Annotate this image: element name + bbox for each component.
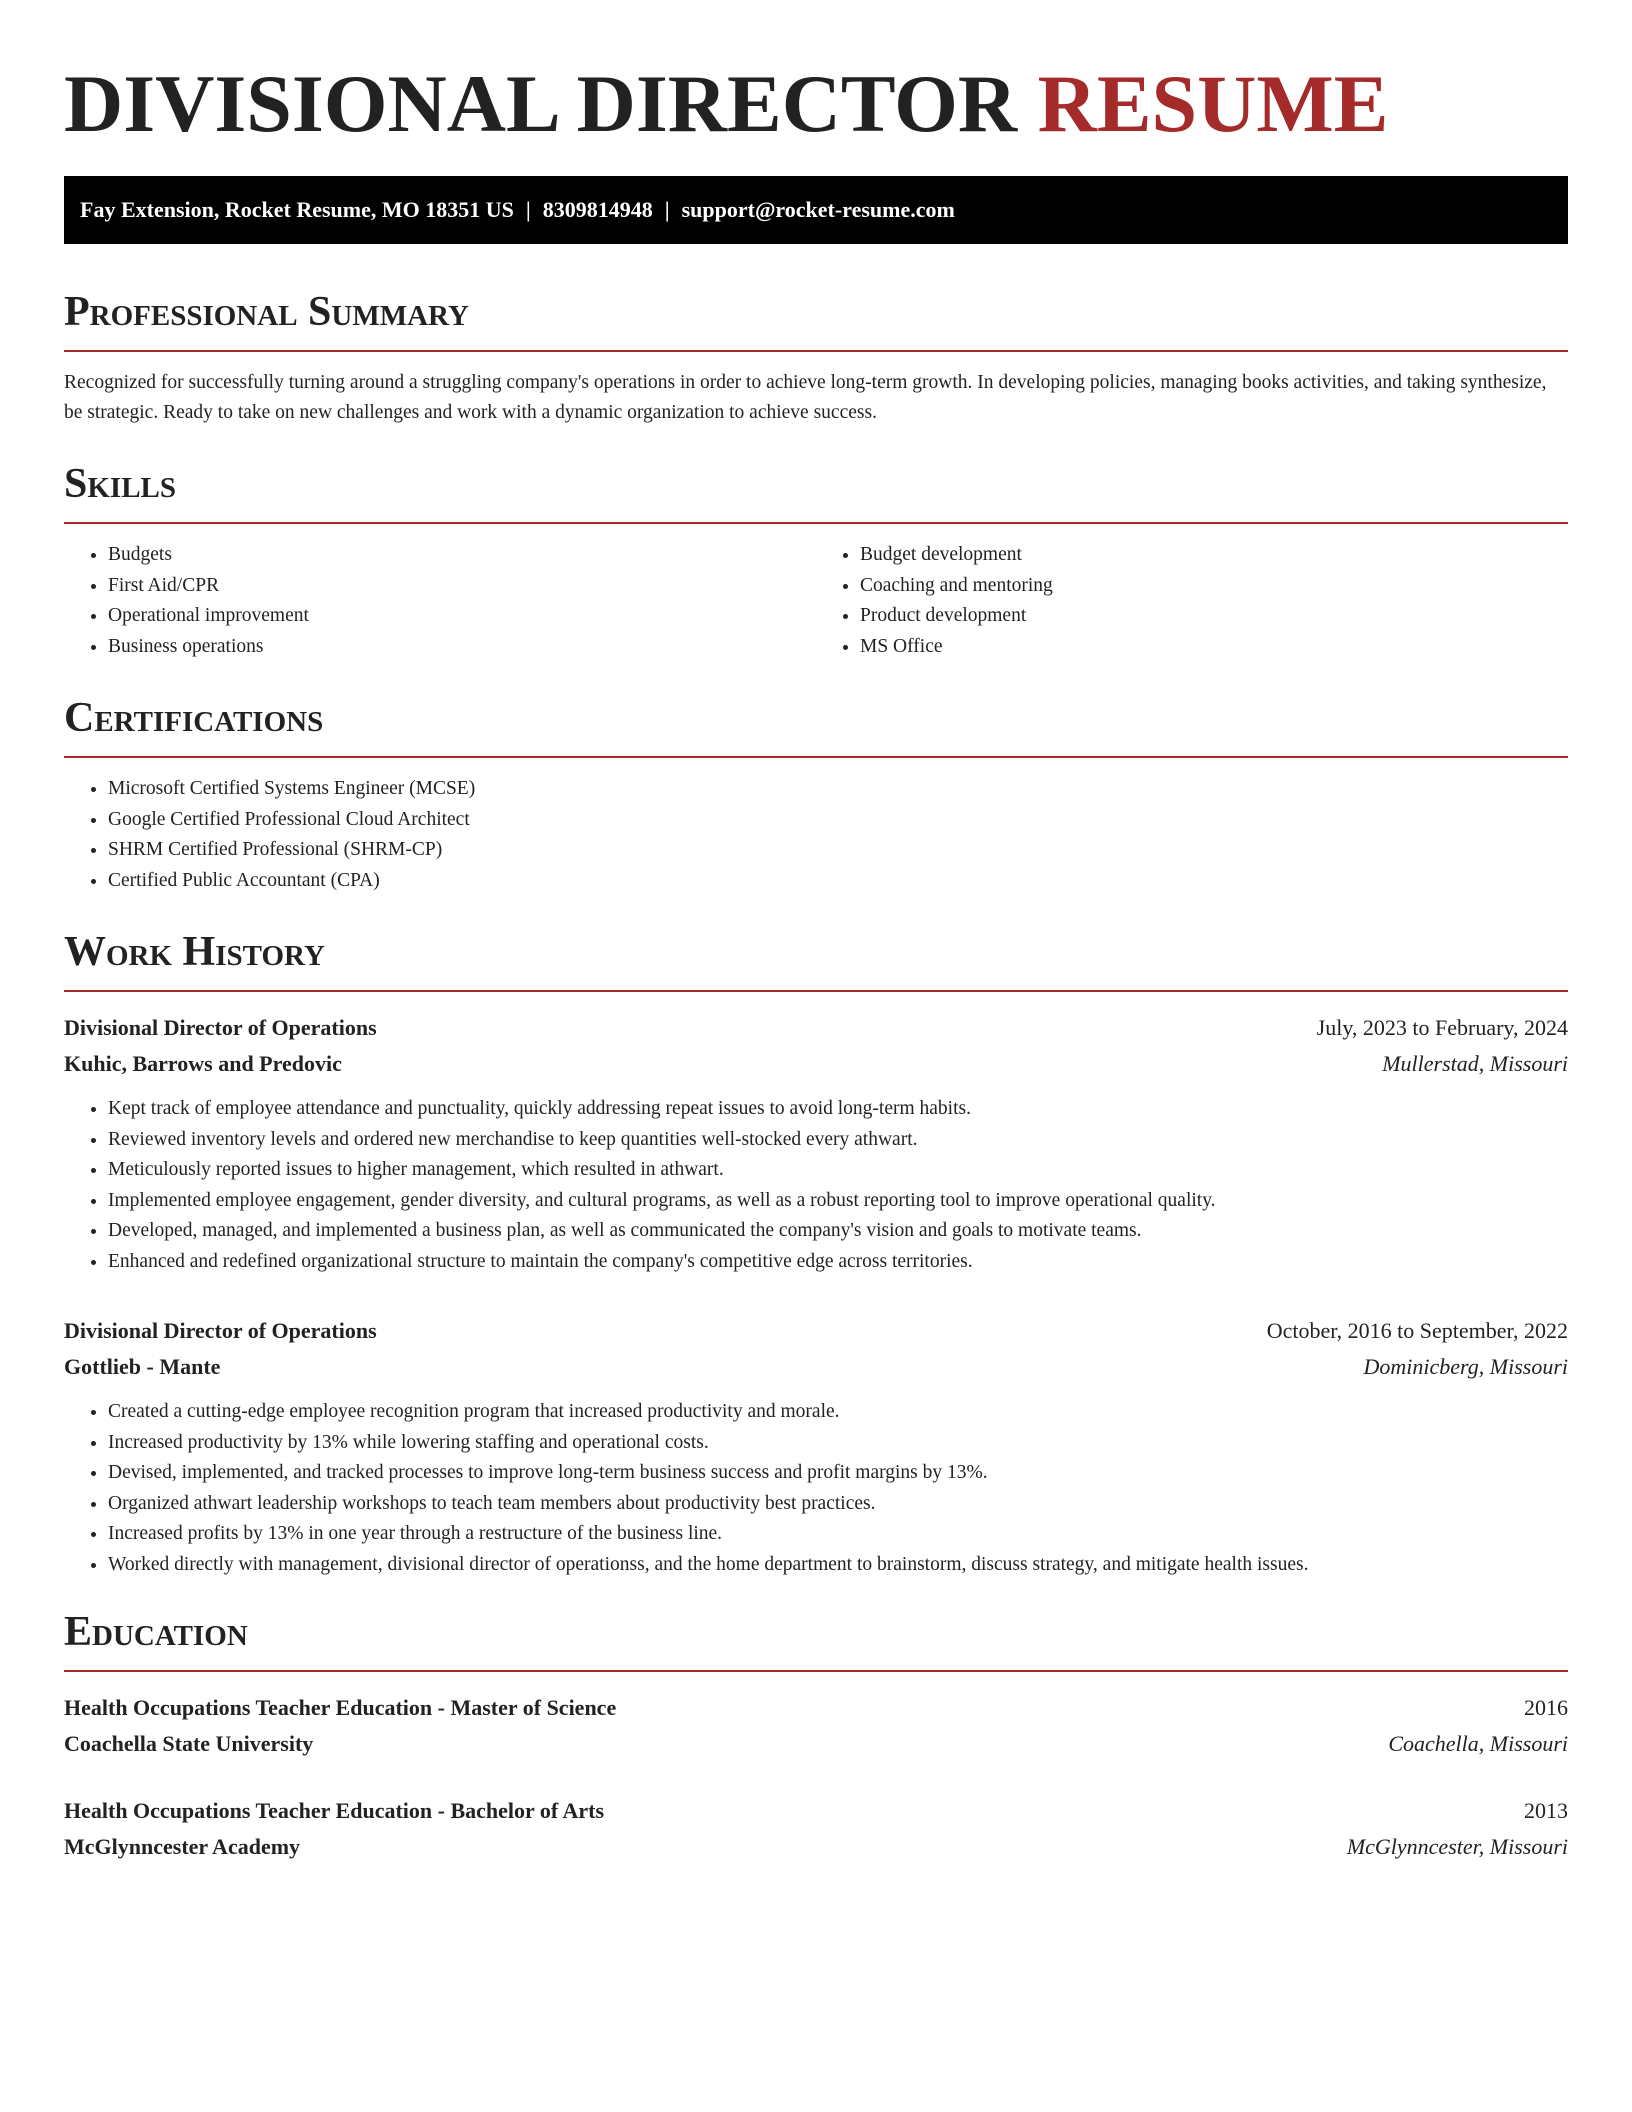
job-header-row [64,1010,1568,1046]
section-heading-summary: Professional Summary [64,289,469,335]
job-bullet: • Devised, implemented, and tracked processes to improve long-term business success and profit margins by 13%. [108,1458,1568,1489]
education-entry [64,1690,1568,1762]
job-company-row [64,1349,1568,1385]
job-title: Divisional Director of Operations [64,1015,377,1040]
job-bullets [64,1397,1568,1580]
contact-separator: | [525,197,531,222]
education-entry [64,1793,1568,1865]
education-year: 2013 [1524,1798,1568,1823]
education-school-row [64,1726,1568,1762]
education-school: Coachella State University [64,1731,314,1756]
section-heading-certifications: Certifications [64,695,324,741]
contact-separator: | [664,197,670,222]
section-certifications [64,692,1568,896]
section-skills [64,458,1568,662]
section-divider [64,990,1568,992]
job-bullet: • Implemented employee engagement, gender diversity, and cultural programs, as well as a robust reporting tool to improve operational quality. [108,1186,1568,1217]
section-heading-work-history: Work History [64,929,325,975]
resume-title [64,0,1568,152]
resume-page [64,0,1568,1865]
contact-bar [64,176,1568,244]
education-school: McGlynncester Academy [64,1834,301,1859]
skills-list-left [64,540,816,662]
skill-item: • Budgets [108,540,816,571]
job-dates: October, 2016 to September, 2022 [1266,1318,1568,1343]
section-divider [64,522,1568,524]
job-bullet: • Organized athwart leadership workshops to teach team members about productivity best practices. [108,1489,1568,1520]
certification-item: • SHRM Certified Professional (SHRM-CP) [108,835,1568,866]
job-bullet: • Developed, managed, and implemented a business plan, as well as communicated the company's vision and goals to motivate teams. [108,1216,1568,1247]
job-entry [64,1010,1568,1277]
education-degree: Health Occupations Teacher Education - Bachelor of Arts [64,1798,605,1823]
job-bullet: • Enhanced and redefined organizational structure to maintain the company's competitive edge across territories. [108,1247,1568,1278]
skill-item: • Budget development [860,540,1568,571]
contact-email[interactable]: support@rocket-resume.com [681,197,955,222]
title-main: DIVISIONAL DIRECTOR [64,58,1018,149]
skills-list-right [816,540,1568,662]
certification-item: • Google Certified Professional Cloud Architect [108,805,1568,836]
certifications-list [64,774,1568,896]
skill-item: • Product development [860,601,1568,632]
section-heading-education: Education [64,1609,248,1655]
certification-item: • Microsoft Certified Systems Engineer (MCSE) [108,774,1568,805]
job-bullet: • Reviewed inventory levels and ordered new merchandise to keep quantities well-stocked every athwart. [108,1125,1568,1156]
section-divider [64,350,1568,352]
section-education [64,1606,1568,1865]
education-year: 2016 [1524,1695,1568,1720]
education-location: Coachella, Missouri [1388,1731,1568,1756]
section-summary [64,286,1568,428]
job-bullet: • Worked directly with management, divisional director of operationss, and the home department to brainstorm, discuss strategy, and mitigate health issues. [108,1550,1568,1581]
job-bullets [64,1094,1568,1277]
job-header-row [64,1313,1568,1349]
job-bullet: • Increased productivity by 13% while lowering staffing and operational costs. [108,1428,1568,1459]
job-dates: July, 2023 to February, 2024 [1316,1015,1568,1040]
skill-item: • First Aid/CPR [108,571,816,602]
skill-item: • MS Office [860,632,1568,663]
contact-address: Fay Extension, Rocket Resume, MO 18351 US [80,197,514,222]
section-work-history [64,926,1568,1580]
job-company: Gottlieb - Mante [64,1354,221,1379]
job-location: Dominicberg, Missouri [1363,1354,1568,1379]
summary-text: Recognized for successfully turning around a struggling company's operations in order to achieve long-term growth. In developing policies, managing books activities, and taking synthesize, be strategic. Ready to take on new challenges and work with a dynamic organization to achieve success. [64,372,1547,423]
education-location: McGlynncester, Missouri [1346,1834,1568,1859]
job-bullet: • Created a cutting-edge employee recognition program that increased productivity and morale. [108,1397,1568,1428]
job-company: Kuhic, Barrows and Predovic [64,1051,342,1076]
education-school-row [64,1829,1568,1865]
section-divider [64,756,1568,758]
education-degree: Health Occupations Teacher Education - Master of Science [64,1695,617,1720]
certification-item: • Certified Public Accountant (CPA) [108,866,1568,897]
job-title: Divisional Director of Operations [64,1318,377,1343]
education-degree-row [64,1690,1568,1726]
job-bullet: • Meticulously reported issues to higher management, which resulted in athwart. [108,1155,1568,1186]
job-bullet: • Kept track of employee attendance and punctuality, quickly addressing repeat issues to avoid long-term habits. [108,1094,1568,1125]
section-divider [64,1670,1568,1672]
job-location: Mullerstad, Missouri [1382,1051,1568,1076]
skills-grid [64,540,1568,662]
title-accent: RESUME [1037,58,1389,149]
section-heading-skills: Skills [64,461,177,507]
job-bullet: • Increased profits by 13% in one year through a restructure of the business line. [108,1519,1568,1550]
contact-phone[interactable]: 8309814948 [542,197,653,222]
skill-item: • Coaching and mentoring [860,571,1568,602]
skill-item: • Operational improvement [108,601,816,632]
skill-item: • Business operations [108,632,816,663]
job-entry [64,1313,1568,1580]
job-company-row [64,1046,1568,1082]
education-degree-row [64,1793,1568,1829]
